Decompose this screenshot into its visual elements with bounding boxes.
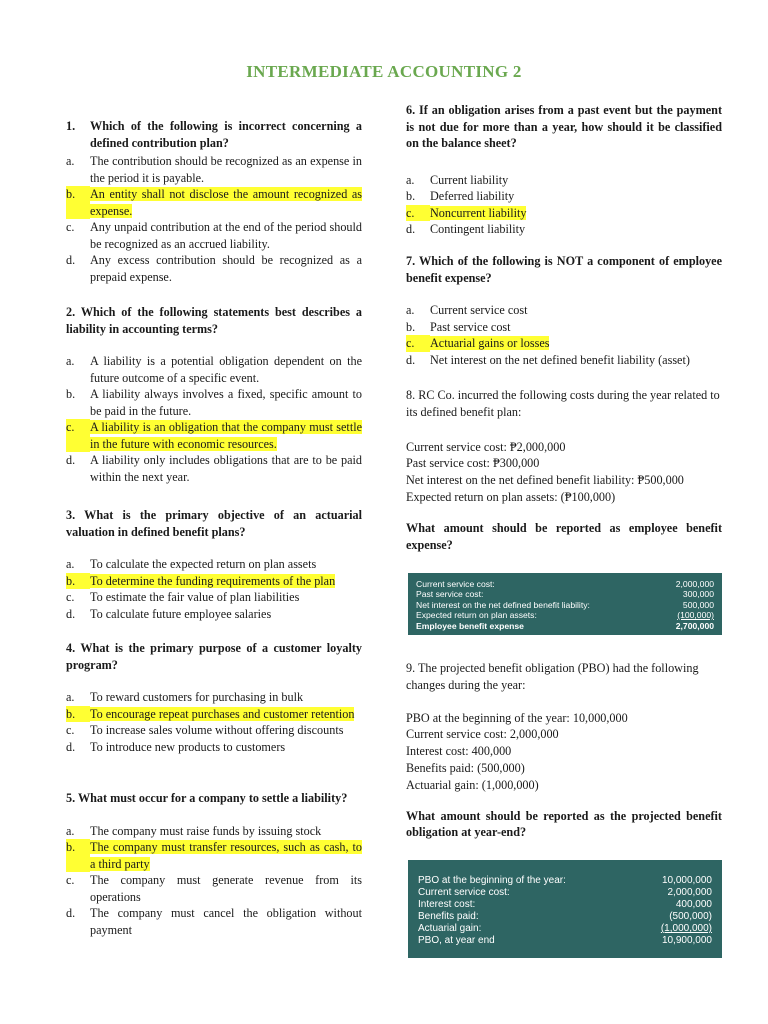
highlighted-answer: Actuarial gains or losses [430,336,550,350]
highlighted-answer: Noncurrent liability [430,205,527,220]
cost-line: Past service cost: ₱300,000 [406,456,540,471]
highlighted-answer: A liability is an obligation that the company must settle in the future with economic resources. [90,420,362,451]
option-a[interactable]: a. Current service cost [406,303,528,317]
question-prompt: What amount should be reported as the projected benefit obligation at year-end? [406,808,722,840]
option-a[interactable]: a. To reward customers for purchasing in bulk [66,690,304,704]
question-text: 7. Which of the following is NOT a component of employee benefit expense? [406,254,722,285]
option-b-answer[interactable]: b. To determine the funding requirements of the plan [66,573,336,588]
option-d[interactable]: d. A liability only includes obligations that are to be paid within the next year. [66,453,362,484]
option-a[interactable]: a. Current liability [406,172,509,187]
answer-row: Past service cost: 300,000 [416,589,714,600]
answer-row: Current service cost: 2,000,000 [418,887,712,898]
pbo-line: Interest cost: 400,000 [406,744,512,759]
pbo-list [406,710,722,794]
question-text: 3. What is the primary objective of an actuarial valuation in defined benefit plans? [66,508,362,539]
question-text: Which of the following is incorrect concerning a defined contribution plan? [90,119,362,150]
option-a[interactable]: a. To calculate the expected return on plan assets [66,557,317,571]
question-number: 5. [66,791,76,805]
option-b[interactable]: b. A liability always involves a fixed, specific amount to be paid in the future. [66,387,362,418]
question-number: 1. [66,119,76,133]
option-a[interactable]: a. The company must raise funds by issuing stock [66,823,322,838]
highlighted-answer: To encourage repeat purchases and customer retention [90,706,355,721]
question-2 [66,304,362,485]
option-d[interactable]: d. To calculate future employee salaries [66,606,272,621]
highlighted-answer: To determine the funding requirements of the plan [90,573,336,588]
pbo-line: Benefits paid: (500,000) [406,760,525,775]
cost-line: Net interest on the net defined benefit liability: ₱500,000 [406,473,684,488]
question-8 [406,387,722,553]
option-c[interactable]: c. Any unpaid contribution at the end of the period should be recognized as an accrued liability. [66,220,362,251]
pbo-line: Actuarial gain: (1,000,000) [406,777,539,792]
question-prompt: What amount should be reported as employee benefit expense? [406,520,722,552]
question-4 [66,640,362,755]
question-text: 2. Which of the following statements best describes a liability in accounting terms? [66,305,362,336]
answer-row: Actuarial gain: (1,000,000) [418,923,712,934]
option-b-answer[interactable]: b. To encourage repeat purchases and customer retention [66,706,355,721]
answer-total: PBO, at year end 10,900,000 [418,935,712,946]
option-d[interactable]: d. To introduce new products to customers [66,739,286,754]
question-3 [66,507,362,622]
question-text: 8. RC Co. incurred the following costs during the year related to its defined benefit plan: [406,388,720,419]
option-a[interactable]: a. The contribution should be recognized as an expense in the period it is payable. [66,154,362,185]
option-b[interactable]: b. Past service cost [406,319,511,334]
option-c[interactable]: c. To increase sales volume without offering discounts [66,723,344,737]
answer-row: PBO at the beginning of the year: 10,000,000 [418,875,712,886]
question-text: 4. What is the primary purpose of a customer loyalty program? [66,641,362,672]
highlighted-answer: An entity shall not disclose the amount recognized as expense. [90,187,362,218]
answer-total: Employee benefit expense 2,700,000 [416,620,714,631]
option-c[interactable]: c. The company must generate revenue from its operations [66,873,362,904]
pbo-line: Current service cost: 2,000,000 [406,727,559,742]
answer-row: Expected return on plan assets: (100,000) [416,610,714,621]
option-b-answer[interactable]: b. The company must transfer resources, such as cash, to a third party [66,840,362,871]
option-c[interactable]: c. To estimate the fair value of plan liabilities [66,590,300,604]
cost-line: Expected return on plan assets: (₱100,000) [406,489,616,504]
cost-list [406,439,722,506]
option-d[interactable]: d. The company must cancel the obligation without payment [66,906,362,937]
answer-box-8 [408,573,722,635]
answer-row: Benefits paid: (500,000) [418,911,712,922]
answer-box-9 [408,860,722,958]
question-text: 6. If an obligation arises from a past event but the payment is not due for more than a year, how should it be classified on the balance sheet? [406,103,722,150]
answer-row: Net interest on the net defined benefit liability: 500,000 [416,599,714,610]
question-1 [66,118,362,285]
option-b-answer[interactable]: b. An entity shall not disclose the amount recognized as expense. [66,187,362,218]
question-text: What must occur for a company to settle a liability? [77,791,348,805]
highlighted-answer: The company must transfer resources, such as cash, to a third party [90,840,362,871]
option-d[interactable]: d. Any excess contribution should be recognized as a prepaid expense. [66,253,362,284]
pbo-line: PBO at the beginning of the year: 10,000,000 [406,710,628,725]
option-b[interactable]: b. Deferred liability [406,189,515,203]
option-d[interactable]: d. Contingent liability [406,222,526,236]
question-9 [406,660,722,841]
answer-row: Interest cost: 400,000 [418,899,712,910]
option-d[interactable]: d. Net interest on the net defined benefit liability (asset) [406,352,690,367]
option-a[interactable]: a. A liability is a potential obligation dependent on the future outcome of a specific event. [66,354,362,385]
question-5 [66,790,362,938]
page-title: INTERMEDIATE ACCOUNTING 2 [246,62,522,81]
option-c-answer[interactable]: c. Noncurrent liability [406,205,527,220]
question-6 [406,102,722,238]
option-c-answer[interactable]: c. Actuarial gains or losses [406,336,550,350]
cost-line: Current service cost: ₱2,000,000 [406,439,566,454]
question-7 [406,253,722,368]
question-text: 9. The projected benefit obligation (PBO) had the following changes during the year: [406,661,699,692]
answer-row: Current service cost: 2,000,000 [416,579,714,589]
option-c-answer[interactable]: c. A liability is an obligation that the company must settle in the future with economic resources. [66,420,362,451]
